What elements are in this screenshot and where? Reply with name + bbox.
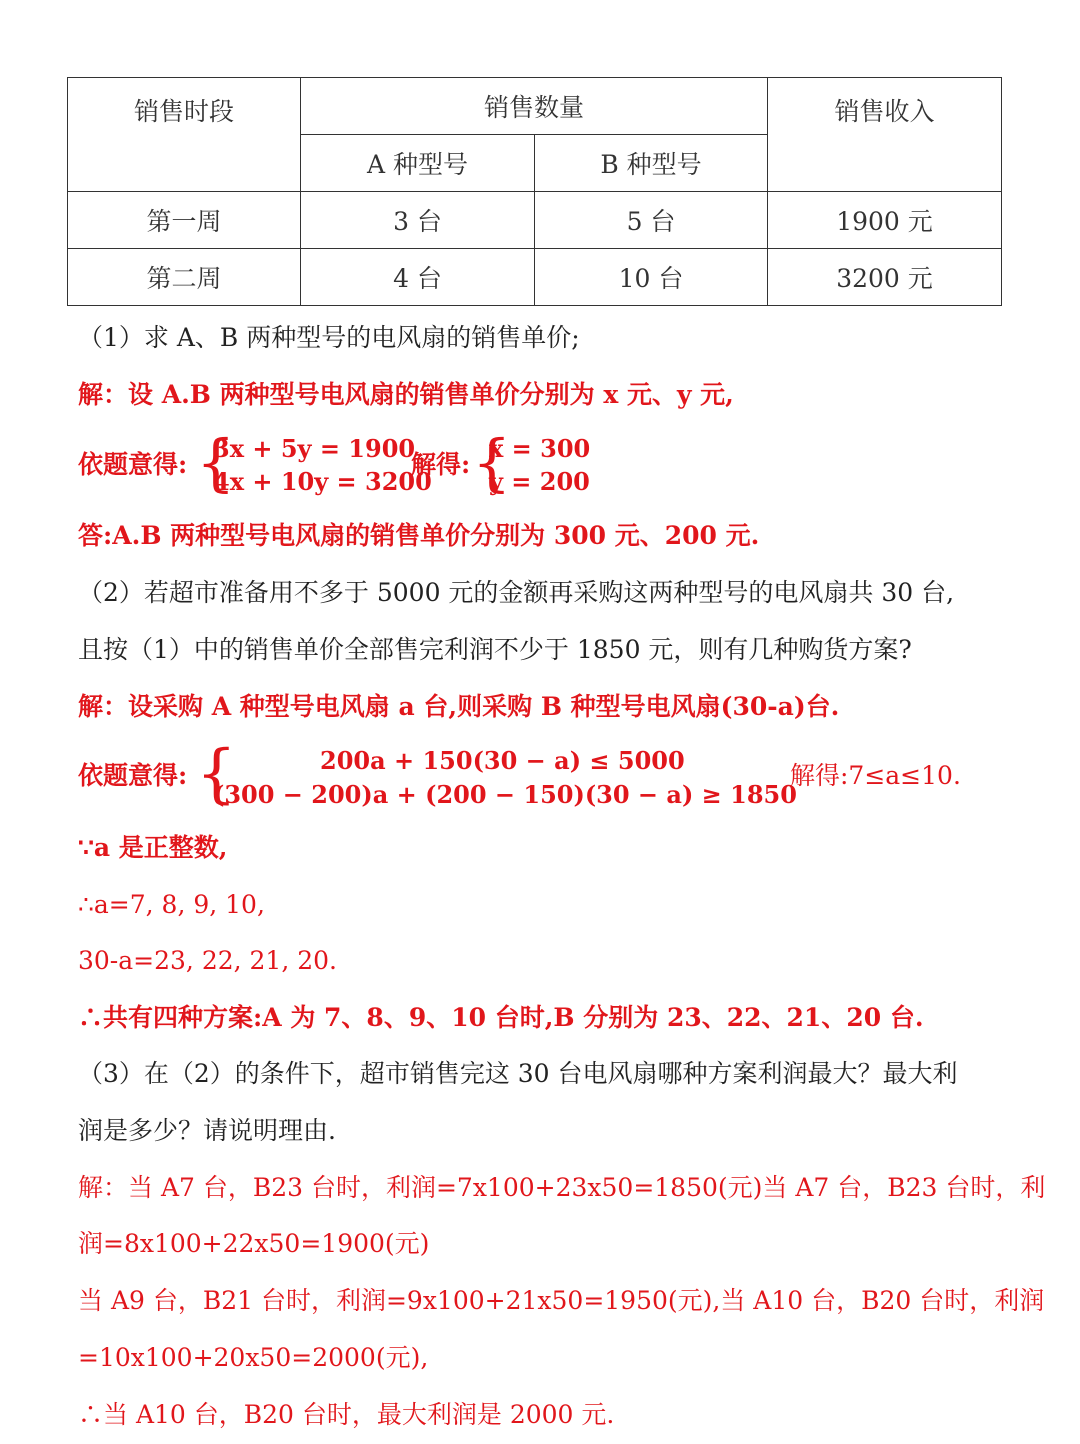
q3-solution-line-1: 解：当 A7 台，B23 台时，利润=7x100+23x50=1850(元)当 A7 台，B23 台时，利	[78, 1173, 1046, 1202]
q1-solution-setup: 解：设 A.B 两种型号电风扇的销售单价分别为 x 元、y 元,	[78, 380, 734, 409]
header-model-a: A 种型号	[301, 135, 535, 192]
cell-b: 5 台	[535, 192, 768, 249]
q3-solution-line-4: =10x100+20x50=2000(元),	[78, 1343, 429, 1372]
q1-result-y: y = 200	[489, 467, 590, 496]
q2-solution-setup: 解：设采购 A 种型号电风扇 a 台,则采购 B 种型号电风扇(30-a)台.	[78, 692, 840, 721]
table-row	[68, 192, 1002, 249]
q2-conclusion: ∴共有四种方案:A 为 7、8、9、10 台时,B 分别为 23、22、21、20 台.	[78, 1003, 924, 1032]
cell-a: 3 台	[301, 192, 535, 249]
q1-answer: 答:A.B 两种型号电风扇的销售单价分别为 300 元、200 元.	[78, 521, 760, 550]
cell-b: 10 台	[535, 249, 768, 306]
q2-system-brace: {	[196, 737, 237, 811]
table-row	[68, 249, 1002, 306]
q1-system-label: 依题意得:	[78, 450, 188, 479]
q2-line-b-values: 30-a=23, 22, 21, 20.	[78, 946, 337, 975]
q1-question: （1）求 A、B 两种型号的电风扇的销售单价;	[78, 323, 580, 352]
cell-a: 4 台	[301, 249, 535, 306]
q2-system-label: 依题意得:	[78, 761, 188, 790]
q1-system-brace: {	[196, 426, 236, 499]
sales-table	[67, 77, 1002, 306]
q3-solution-line-3: 当 A9 台，B21 台时，利润=9x100+21x50=1950(元),当 A10 台，B20 台时，利润	[78, 1286, 1045, 1315]
header-model-b: B 种型号	[535, 135, 768, 192]
q3-conclusion: ∴当 A10 台，B20 台时，最大利润是 2000 元.	[78, 1400, 615, 1429]
q2-question-line-2: 且按（1）中的销售单价全部售完利润不少于 1850 元，则有几种购货方案?	[78, 635, 912, 664]
q2-inequality-1: 200a + 150(30 − a) ≤ 5000	[320, 746, 685, 775]
q2-solve-result: 解得:7≤a≤10.	[790, 761, 961, 790]
cell-period: 第二周	[68, 249, 301, 306]
q1-equation-1: 3x + 5y = 1900	[213, 434, 416, 463]
header-period: 销售时段	[68, 78, 301, 192]
q2-line-integer: ∵a 是正整数,	[78, 833, 228, 862]
header-quantity: 销售数量	[301, 78, 768, 135]
q2-question-line-1: （2）若超市准备用不多于 5000 元的金额再采购这两种型号的电风扇共 30 台,	[78, 578, 955, 607]
q2-inequality-2: (300 − 200)a + (200 − 150)(30 − a) ≥ 1850	[213, 780, 797, 809]
q1-result-x: x = 300	[489, 434, 591, 463]
cell-revenue: 1900 元	[768, 192, 1002, 249]
q3-question-line-2: 润是多少？请说明理由.	[78, 1116, 336, 1145]
header-revenue: 销售收入	[768, 78, 1002, 192]
cell-period: 第一周	[68, 192, 301, 249]
q3-solution-line-2: 润=8x100+22x50=1900(元)	[78, 1229, 430, 1258]
q1-equation-2: 4x + 10y = 3200	[213, 467, 432, 496]
q2-line-a-values: ∴a=7, 8, 9, 10,	[78, 890, 265, 919]
q1-result-brace: {	[472, 426, 512, 499]
q1-solve-label: 解得:	[411, 450, 471, 479]
cell-revenue: 3200 元	[768, 249, 1002, 306]
q3-question-line-1: （3）在（2）的条件下，超市销售完这 30 台电风扇哪种方案利润最大？最大利	[78, 1059, 958, 1088]
